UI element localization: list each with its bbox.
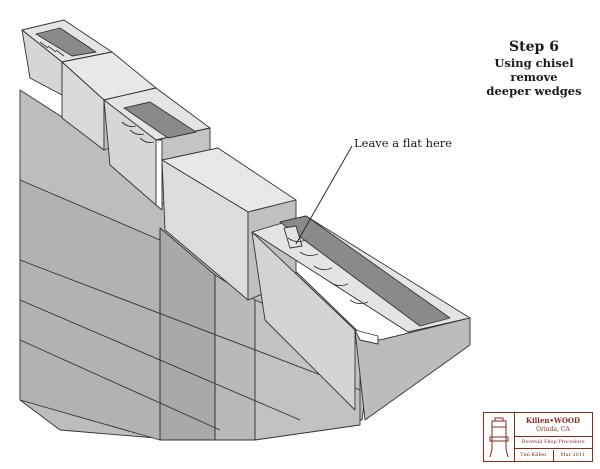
callout-label: Leave a flat here [354, 136, 453, 150]
step-line-1: Using chisel [494, 56, 574, 70]
step-line-3: deeper wedges [486, 84, 582, 98]
step-caption [478, 38, 590, 98]
tb-city: Orinda, CA [536, 426, 570, 433]
tb-document: Dovetail Shop Procedure [521, 439, 585, 445]
step-line-2: remove [510, 70, 558, 84]
tb-author: Tim Killen [520, 452, 547, 458]
tail-3-side [355, 318, 470, 420]
chair-logo-icon [484, 413, 515, 461]
title-block [483, 412, 593, 462]
tb-date: Mar 2011 [553, 450, 593, 461]
tail-2-gap [156, 140, 162, 210]
tb-company: Killen•WOOD [525, 416, 581, 425]
step-title: Step 6 [509, 39, 559, 55]
tb-meta-row [514, 450, 592, 461]
tb-divider [514, 436, 592, 437]
tb-divider [514, 448, 592, 449]
